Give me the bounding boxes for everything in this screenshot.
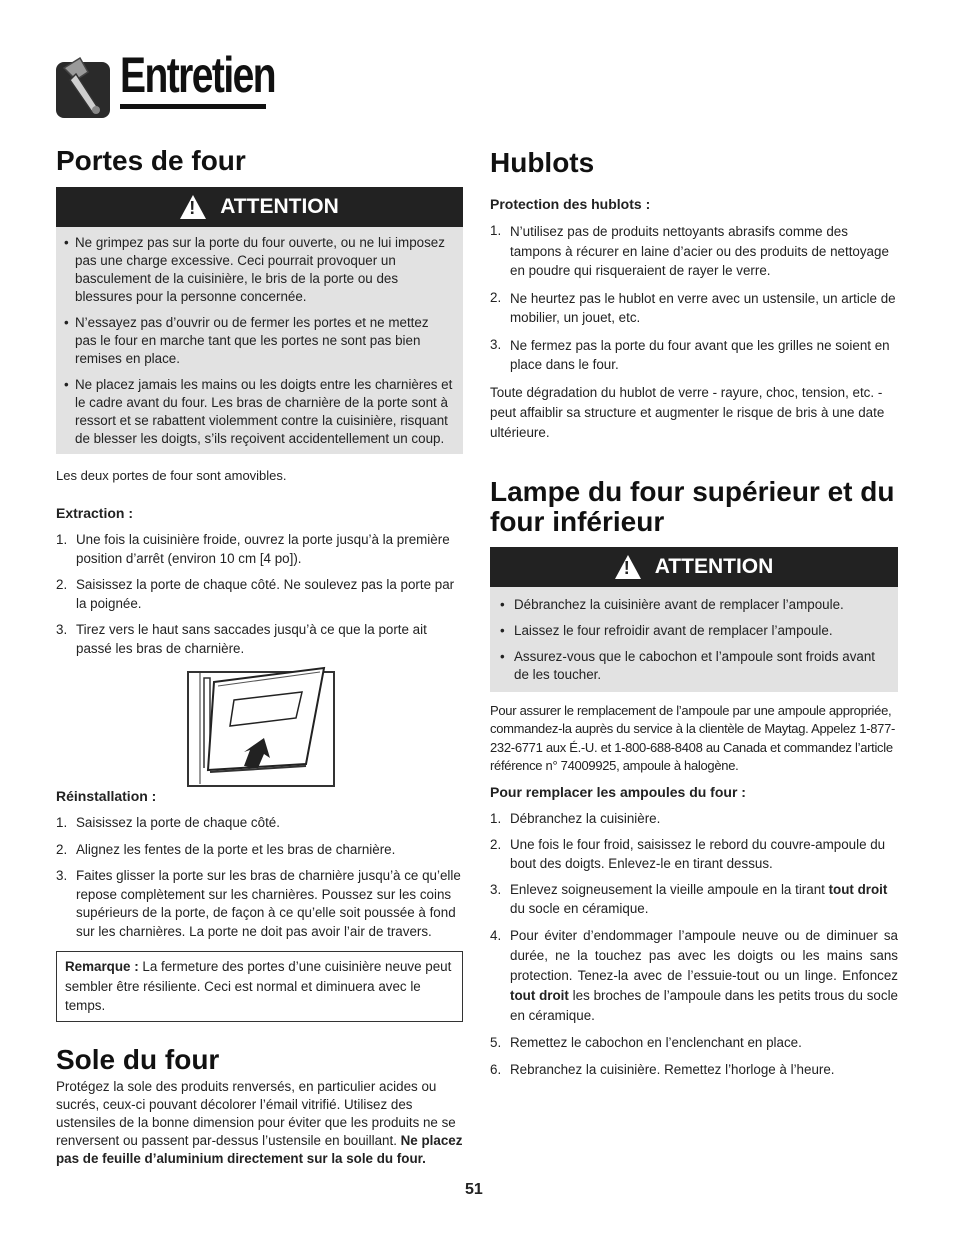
list-item: 5. Remettez le cabochon en l’enclenchant en place. — [490, 1035, 802, 1050]
attention-body — [490, 587, 898, 692]
list-item: 3. Ne fermez pas la porte du four avant que les grilles ne soient en place dans le four. — [490, 336, 890, 372]
warning-item: • Laissez le four refroidir avant de remplacer l’ampoule. — [500, 622, 833, 638]
order-text: Pour assurer le remplacement de l’ampoule par une ampoule appropriée, commandez-la auprès du service à la clientèle de Maytag. Appelez 1-877-232-6771 aux É.-U. et 1-800-688-8408 au Canada et commandez l’article référence n° 74009925, ampoule à halogène. — [490, 702, 896, 773]
page-number: 51 — [465, 1181, 483, 1198]
warning-icon: ! — [180, 195, 206, 219]
attention-label: ATTENTION — [220, 195, 339, 218]
attention-body — [56, 227, 463, 454]
list-item: 2. Une fois le four froid, saisissez le rebord du couvre-ampoule du bout des doigts. Enlevez-le en tirant dessus. — [490, 837, 886, 871]
warning-item: • Assurez-vous que le cabochon et l’ampoule sont froids avant de les toucher. — [500, 648, 876, 682]
lampe-title: Lampe du four supérieur et du four inférieur — [490, 475, 895, 537]
list-item: 1. N’utilisez pas de produits nettoyants abrasifs comme des tampons à récurer en laine d’acier ou des produits de nettoyage en poudre qui risqueraient de rayer le verre. — [490, 223, 889, 278]
warning-item: • Ne placez jamais les mains ou les doigts entre les charnières et le cadre avant du four. Les bras de charnière de la porte sont à ressort et se rabattent violemment contre la cuisinière, risquant de blesser les doigts, s’ils reçoivent accidentellement un coup. — [64, 377, 453, 446]
warning-item: • Ne grimpez pas sur la porte du four ouverte, ou ne lui imposez pas une charge excessive. Ceci pourrait provoquer un basculement de la cuisinière, le bris de la porte ou des blessures pour la personne concernée. — [64, 235, 445, 304]
attention-box — [490, 547, 898, 692]
right-column — [490, 148, 898, 1087]
warning-item: • N’essayez pas d’ouvrir ou de fermer les portes et ne mettez pas le four en marche tant que les portes ne sont pas bien remises en place. — [64, 315, 429, 366]
extraction-list — [56, 531, 463, 658]
removable-text: Les deux portes de four sont amovibles. — [56, 468, 287, 483]
list-item: 2. Ne heurtez pas le hublot en verre avec un ustensile, un article de mobilier, un jouet, etc. — [490, 289, 896, 325]
extraction-title: Extraction : — [56, 505, 134, 521]
replace-steps — [490, 810, 898, 1080]
degradation-text: Toute dégradation du hublot de verre - rayure, choc, tension, etc. - peut affaiblir sa structure et augmenter le risque de bris à une date ultérieure. — [490, 384, 885, 440]
page-title: Entretien — [120, 47, 275, 103]
list-item: 1. Saisissez la porte de chaque côté. — [56, 815, 280, 830]
warning-icon: ! — [615, 555, 641, 579]
list-item: 2. Alignez les fentes de la porte et les bras de charnière. — [56, 841, 396, 857]
left-column — [56, 146, 463, 666]
hublots-title: Hublots — [490, 147, 595, 178]
title-underline — [120, 104, 266, 109]
reinstall-title: Réinstallation : — [56, 788, 157, 804]
list-item: 2. Saisissez la porte de chaque côté. Ne soulevez pas la porte par la poignée. — [56, 577, 455, 611]
protection-list — [490, 222, 898, 375]
sole-title: Sole du four — [56, 1043, 220, 1075]
maintenance-wrench-icon — [54, 54, 114, 118]
protection-title: Protection des hublots : — [490, 196, 651, 212]
attention-label: ATTENTION — [654, 554, 774, 578]
list-item: 1. Une fois la cuisinière froide, ouvrez la porte jusqu’à la première position d’arrêt (environ 10 cm [4 po]). — [56, 532, 450, 566]
replace-title: Pour remplacer les ampoules du four : — [490, 783, 746, 800]
oven-door-illustration — [186, 660, 336, 788]
attention-box — [56, 187, 463, 454]
attention-header — [56, 187, 463, 227]
reinstall-list — [56, 814, 463, 941]
list-item: 3. Tirez vers le haut sans saccades jusqu’à ce que la porte ait passé les bras de charnière. — [56, 622, 427, 656]
portes-title: Portes de four — [56, 145, 246, 176]
note-label: Remarque : — [65, 959, 139, 974]
sole-text: Protégez la sole des produits renversés, en particulier acides ou sucrés, ceux-ci pouvant décolorer l’émail vitrifié. Utilisez des ustensiles de la bonne dimension pour éviter que les produits ne se renversent ou passent par-dessus l’ustensile en bouillant. Ne placez pas de feuille d’aluminium directement sur la sole du four. — [56, 1078, 463, 1166]
note-text: La fermeture des portes d’une cuisinière neuve peut sembler être résiliente. Ceci est normal et diminuera avec le temps. — [65, 959, 452, 1013]
list-item: 3. Faites glisser la porte sur les bras de charnière jusqu’à ce qu’elle repose complètement sur les charnières. Poussez sur les coins supérieurs de la porte, de façon à ce qu’elle soit poussée à fond sur les charnières. La porte ne doit pas avoir l’air de travers. — [56, 868, 461, 939]
attention-header — [490, 547, 898, 587]
left-column-lower — [56, 788, 463, 1168]
note-box — [56, 951, 463, 1022]
list-item: 3. Enlevez soigneusement la vieille ampoule en la tirant tout droit du socle en céramique. — [490, 882, 888, 916]
list-item: 4. Pour éviter d’endommager l’ampoule neuve ou de diminuer sa durée, ne la touchez pas avec les doigts ou les mains sans protection. Tenez-la avec de l’essuie-tout ou un linge. Enfoncez tout droit les broches de l’ampoule dans les petits trous du socle en céramique. — [490, 928, 898, 1023]
warning-item: • Débranchez la cuisinière avant de remplacer l’ampoule. — [500, 596, 844, 612]
list-item: 6. Rebranchez la cuisinière. Remettez l’horloge à l’heure. — [490, 1061, 835, 1077]
list-item: 1. Débranchez la cuisinière. — [490, 810, 661, 826]
